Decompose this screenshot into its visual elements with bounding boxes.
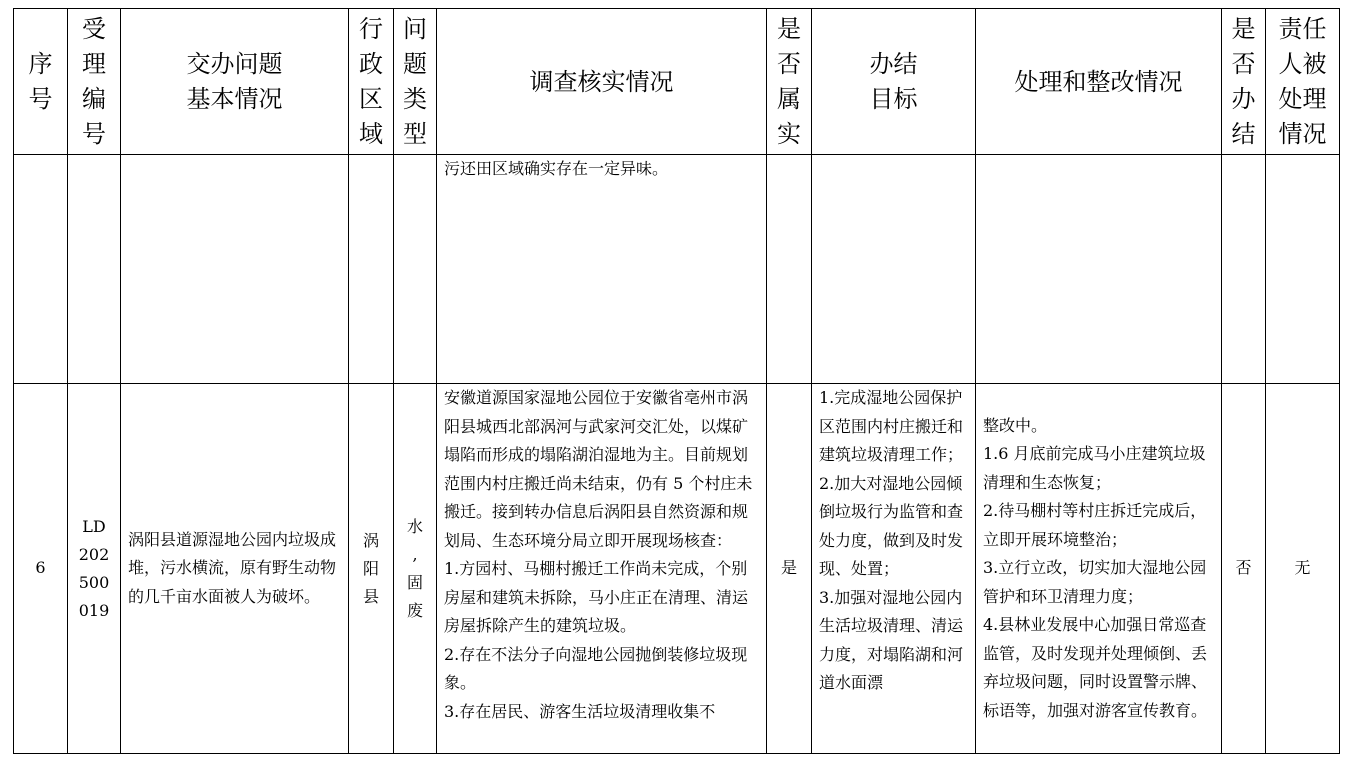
investigation-cell: 污还田区域确实存在一定异味。 xyxy=(437,155,767,384)
target-cell: 1.完成湿地公园保护区范围内村庄搬迁和建筑垃圾清理工作； 2.加大对湿地公园倾倒垃圾行为监管和查处力度，做到及时发现、处置； 3.加强对湿地公园内生活垃圾清理、清运力度，对塌陷湖和河道水面漂 xyxy=(812,384,976,754)
header-type: 问 题 类 型 xyxy=(394,9,437,155)
accountability-cell: 无 xyxy=(1266,384,1340,754)
closed-cell: 否 xyxy=(1222,384,1266,754)
is-true-cell: 是 xyxy=(767,384,812,754)
seq-cell: 6 xyxy=(14,384,68,754)
header-region: 行 政 区 域 xyxy=(349,9,394,155)
header-row xyxy=(14,9,1340,155)
header-investigation: 调查核实情况 xyxy=(437,9,767,155)
table-row xyxy=(14,155,1340,384)
header-closed: 是 否 办 结 xyxy=(1222,9,1266,155)
issue-cell: 涡阳县道源湿地公园内垃圾成堆，污水横流，原有野生动物的几千亩水面被人为破坏。 xyxy=(121,384,349,754)
investigation-cell: 安徽道源国家湿地公园位于安徽省亳州市涡阳县城西北部涡河与武家河交汇处，以煤矿塌陷而形成的塌陷湖泊湿地为主。目前规划范围内村庄搬迁尚未结束，仍有 5 个村庄未搬迁。接到转办信息后涡阳县自然资源和规划局、生态环境分局立即开展现场核查： 1.方园村、马棚村搬迁工作尚未完成，个别房屋和建筑未拆除，马小庄正在清理、清运房屋拆除产生的建筑垃圾。 2.存在不法分子向湿地公园抛倒装修垃圾现象。 3.存在居民、游客生活垃圾清理收集不 xyxy=(437,384,767,754)
handling-cell: 整改中。 1.6 月底前完成马小庄建筑垃圾清理和生态恢复； 2.待马棚村等村庄拆迁完成后，立即开展环境整治； 3.立行立改，切实加大湿地公园管护和环卫清理力度； 4.县林业发展中心加强日常巡查监管，及时发现并处理倾倒、丢弃垃圾问题，同时设置警示牌、标语等，加强对游客宣传教育。 xyxy=(976,384,1222,754)
header-handling: 处理和整改情况 xyxy=(976,9,1222,155)
type-cell: 水 , 固 废 xyxy=(394,384,437,754)
header-case-no: 受 理 编 号 xyxy=(68,9,121,155)
header-issue: 交办问题 基本情况 xyxy=(121,9,349,155)
header-seq: 序 号 xyxy=(14,9,68,155)
header-accountability: 责任 人被 处理 情况 xyxy=(1266,9,1340,155)
header-is-true: 是 否 属 实 xyxy=(767,9,812,155)
table-row xyxy=(14,384,1340,754)
supervision-table xyxy=(13,8,1340,754)
header-target: 办结 目标 xyxy=(812,9,976,155)
case-no-cell: LD 202 500 019 xyxy=(68,384,121,754)
region-cell: 涡 阳 县 xyxy=(349,384,394,754)
